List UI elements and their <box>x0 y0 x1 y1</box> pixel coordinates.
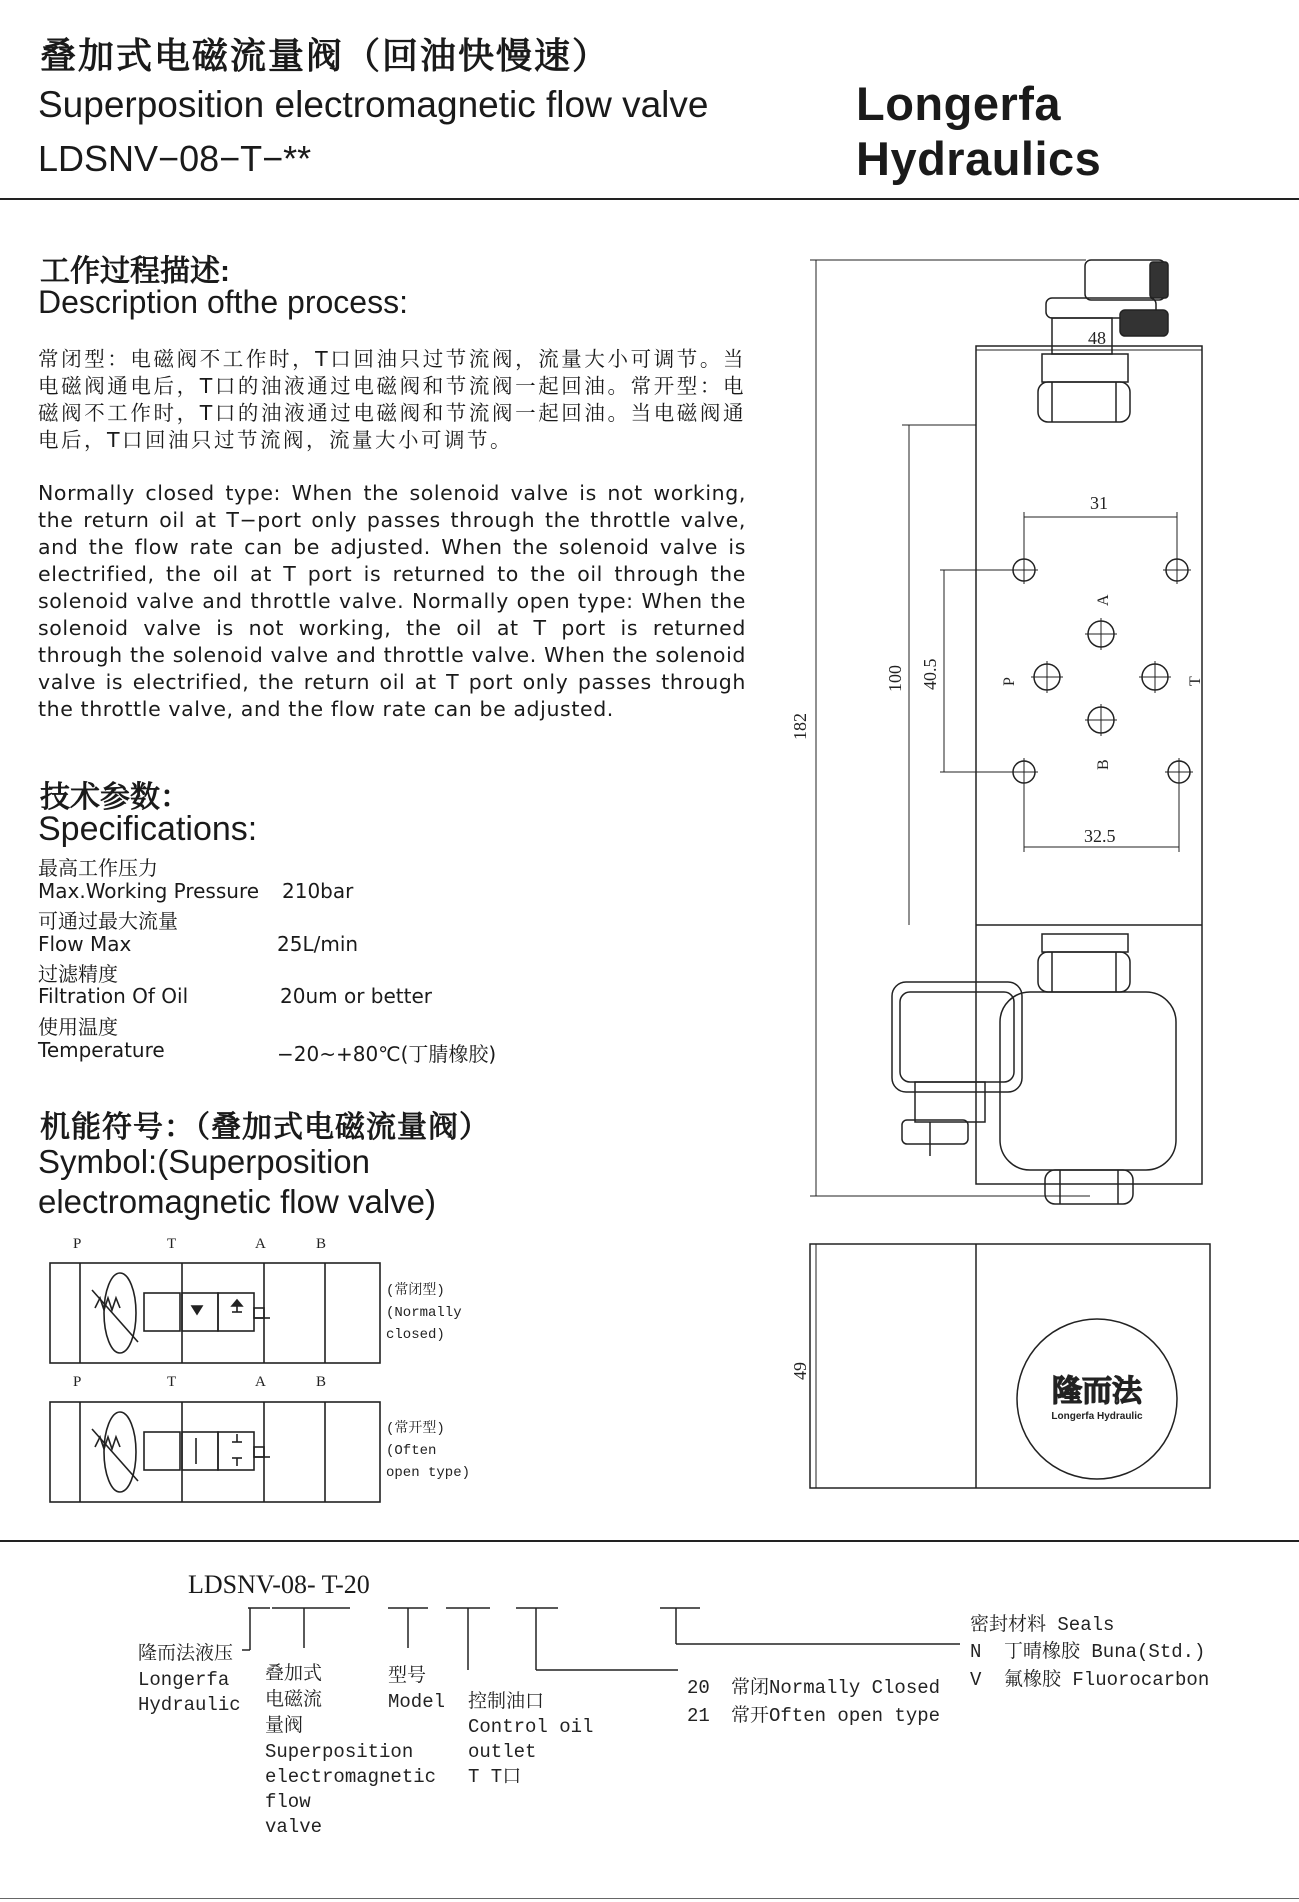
open-label-en-2: open type) <box>386 1465 471 1481</box>
order-seals-title: 密封材料 Seals <box>970 1614 1115 1636</box>
open-label-en-1: (Often <box>386 1443 437 1459</box>
hex-nut-bottom <box>1045 1170 1133 1204</box>
dim-port-v: 40.5 <box>920 658 940 690</box>
solenoid-coil <box>1000 992 1176 1170</box>
spec-value: 20um or better <box>280 984 432 1008</box>
spec-label-cn: 最高工作压力 <box>38 856 158 880</box>
dim-height-total: 182 <box>790 713 810 740</box>
port-label-p: P <box>73 1374 82 1390</box>
specs-heading-cn: 技术参数： <box>40 781 190 814</box>
order-type-en-2: electromagnetic <box>265 1766 437 1788</box>
order-type-en-1: Superposition <box>265 1741 414 1763</box>
spec-label-en: Max.Working Pressure <box>38 879 260 903</box>
order-type-cn-1: 叠加式 <box>265 1663 323 1685</box>
model-number: LDSNV−08−T−** <box>38 138 312 179</box>
order-seal-code-2: V <box>970 1669 982 1691</box>
order-seal-code-1: N <box>970 1641 982 1663</box>
spec-label-en: Filtration Of Oil <box>38 984 189 1008</box>
logo-cn: 隆而法 <box>1052 1374 1142 1409</box>
order-type-en-3: flow <box>265 1791 311 1813</box>
order-port-en-3: T T口 <box>468 1766 522 1788</box>
specs-heading-en: Specifications: <box>38 810 258 848</box>
order-type-en-4: valve <box>265 1816 323 1838</box>
port-label-a: A <box>255 1374 266 1390</box>
valve-body-outline <box>976 346 1202 1184</box>
order-type-cn-2: 电磁流 <box>265 1689 323 1711</box>
order-model-en: Model <box>388 1691 446 1713</box>
closed-label-en-2: closed) <box>386 1327 445 1343</box>
order-code: LDSNV-08- T-20 <box>188 1570 370 1599</box>
closed-label-en-1: (Normally <box>386 1305 462 1321</box>
port-a-label: A <box>1095 594 1112 606</box>
symbol-open-outline <box>50 1402 380 1502</box>
order-brand-en-2: Hydraulic <box>138 1694 241 1716</box>
description-text-cn: 常闭型：电磁阀不工作时，T口回油只过节流阀，流量大小可调节。当电磁阀通电后，T口的油液通过电磁阀和节流阀一起回油。常开型：电磁阀不工作时，T口的油液通过电磁阀和节流阀一起回油。当电磁阀通电后，T口回油只过节流阀，流量大小可调节。 <box>38 347 746 452</box>
ordering-divider <box>0 1540 1299 1542</box>
dim-side: 49 <box>790 1362 810 1380</box>
port-label-t: T <box>167 1236 177 1252</box>
dim-holes-bottom: 32.5 <box>1084 826 1116 846</box>
spec-value: −20~+80℃(丁腈橡胶) <box>277 1042 497 1066</box>
hydraulic-symbol-diagram <box>40 1228 500 1508</box>
port-label-b: B <box>316 1236 327 1252</box>
brand-name: Longerfa Hydraulics <box>856 77 1102 185</box>
order-func-text-2: 常开Often open type <box>731 1705 941 1727</box>
order-seal-text-2: 氟橡胶 Fluorocarbon <box>1004 1669 1210 1691</box>
symbol-closed-outline <box>50 1263 380 1363</box>
spec-label-en: Temperature <box>38 1038 165 1062</box>
open-label-cn: (常开型) <box>386 1421 445 1437</box>
order-func-code-1: 20 <box>687 1677 710 1699</box>
spec-label-cn: 使用温度 <box>38 1015 118 1039</box>
closed-label-cn: (常闭型) <box>386 1283 445 1299</box>
spec-label-cn: 可通过最大流量 <box>38 909 178 933</box>
footer-rule <box>0 1898 1299 1899</box>
order-model-cn: 型号 <box>388 1665 427 1687</box>
logo-en: Longerfa Hydraulic <box>1051 1411 1143 1422</box>
order-port-en-2: outlet <box>468 1741 537 1763</box>
dim-width-top: 48 <box>1088 328 1106 348</box>
spec-value: 210bar <box>282 879 354 903</box>
order-func-text-1: 常闭Normally Closed <box>731 1677 941 1699</box>
port-p-label: P <box>1001 677 1018 686</box>
symbol-heading-cn: 机能符号：（叠加式电磁流量阀） <box>40 1111 490 1144</box>
spec-label-en: Flow Max <box>38 932 132 956</box>
valve-technical-drawing <box>790 250 1250 1502</box>
order-seal-text-1: 丁晴橡胶 Buna(Std.) <box>1004 1641 1206 1663</box>
description-heading-cn: 工作过程描述: <box>40 255 230 288</box>
order-port-en-1: Control oil <box>468 1716 594 1738</box>
port-label-t: T <box>167 1374 177 1390</box>
description-text-en: Normally closed type: When the solenoid valve is not working, the return oil at T−port only passes through the throttle valve, and the flow rate can be adjusted. When the solenoid valve is electrified, the oil at T port is returned to the oil through the solenoid valve and throttle valve. Normally open type: When the solenoid valve is not working, the oil at T port is returned through the solenoid valve and throttle valve. When the solenoid valve is electrified, the return oil at T port only passes through the throttle valve, and the flow rate can be adjusted. <box>38 481 746 721</box>
dim-body: 100 <box>885 665 905 692</box>
order-type-cn-3: 量阀 <box>265 1715 304 1737</box>
title-english: Superposition electromagnetic flow valve <box>38 84 709 125</box>
port-label-a: A <box>255 1236 266 1252</box>
dim-holes-top: 31 <box>1090 493 1108 513</box>
order-brand-en-1: Longerfa <box>138 1669 230 1691</box>
title-chinese: 叠加式电磁流量阀（回油快慢速） <box>40 35 611 76</box>
description-heading-en: Description ofthe process: <box>38 284 408 320</box>
header-divider <box>0 198 1299 200</box>
order-func-code-2: 21 <box>687 1705 710 1727</box>
side-view-outline <box>810 1244 1210 1488</box>
symbol-heading-en: Symbol:(Superposition electromagnetic flow valve) <box>38 1143 436 1220</box>
spec-label-cn: 过滤精度 <box>38 962 118 986</box>
order-port-cn: 控制油口 <box>468 1691 545 1713</box>
port-label-b: B <box>316 1374 327 1390</box>
spec-value: 25L/min <box>277 932 359 956</box>
port-label-p: P <box>73 1236 82 1252</box>
port-t-label: T <box>1187 676 1204 686</box>
port-b-label: B <box>1095 759 1112 770</box>
order-brand-cn: 隆而法液压 <box>138 1643 234 1665</box>
